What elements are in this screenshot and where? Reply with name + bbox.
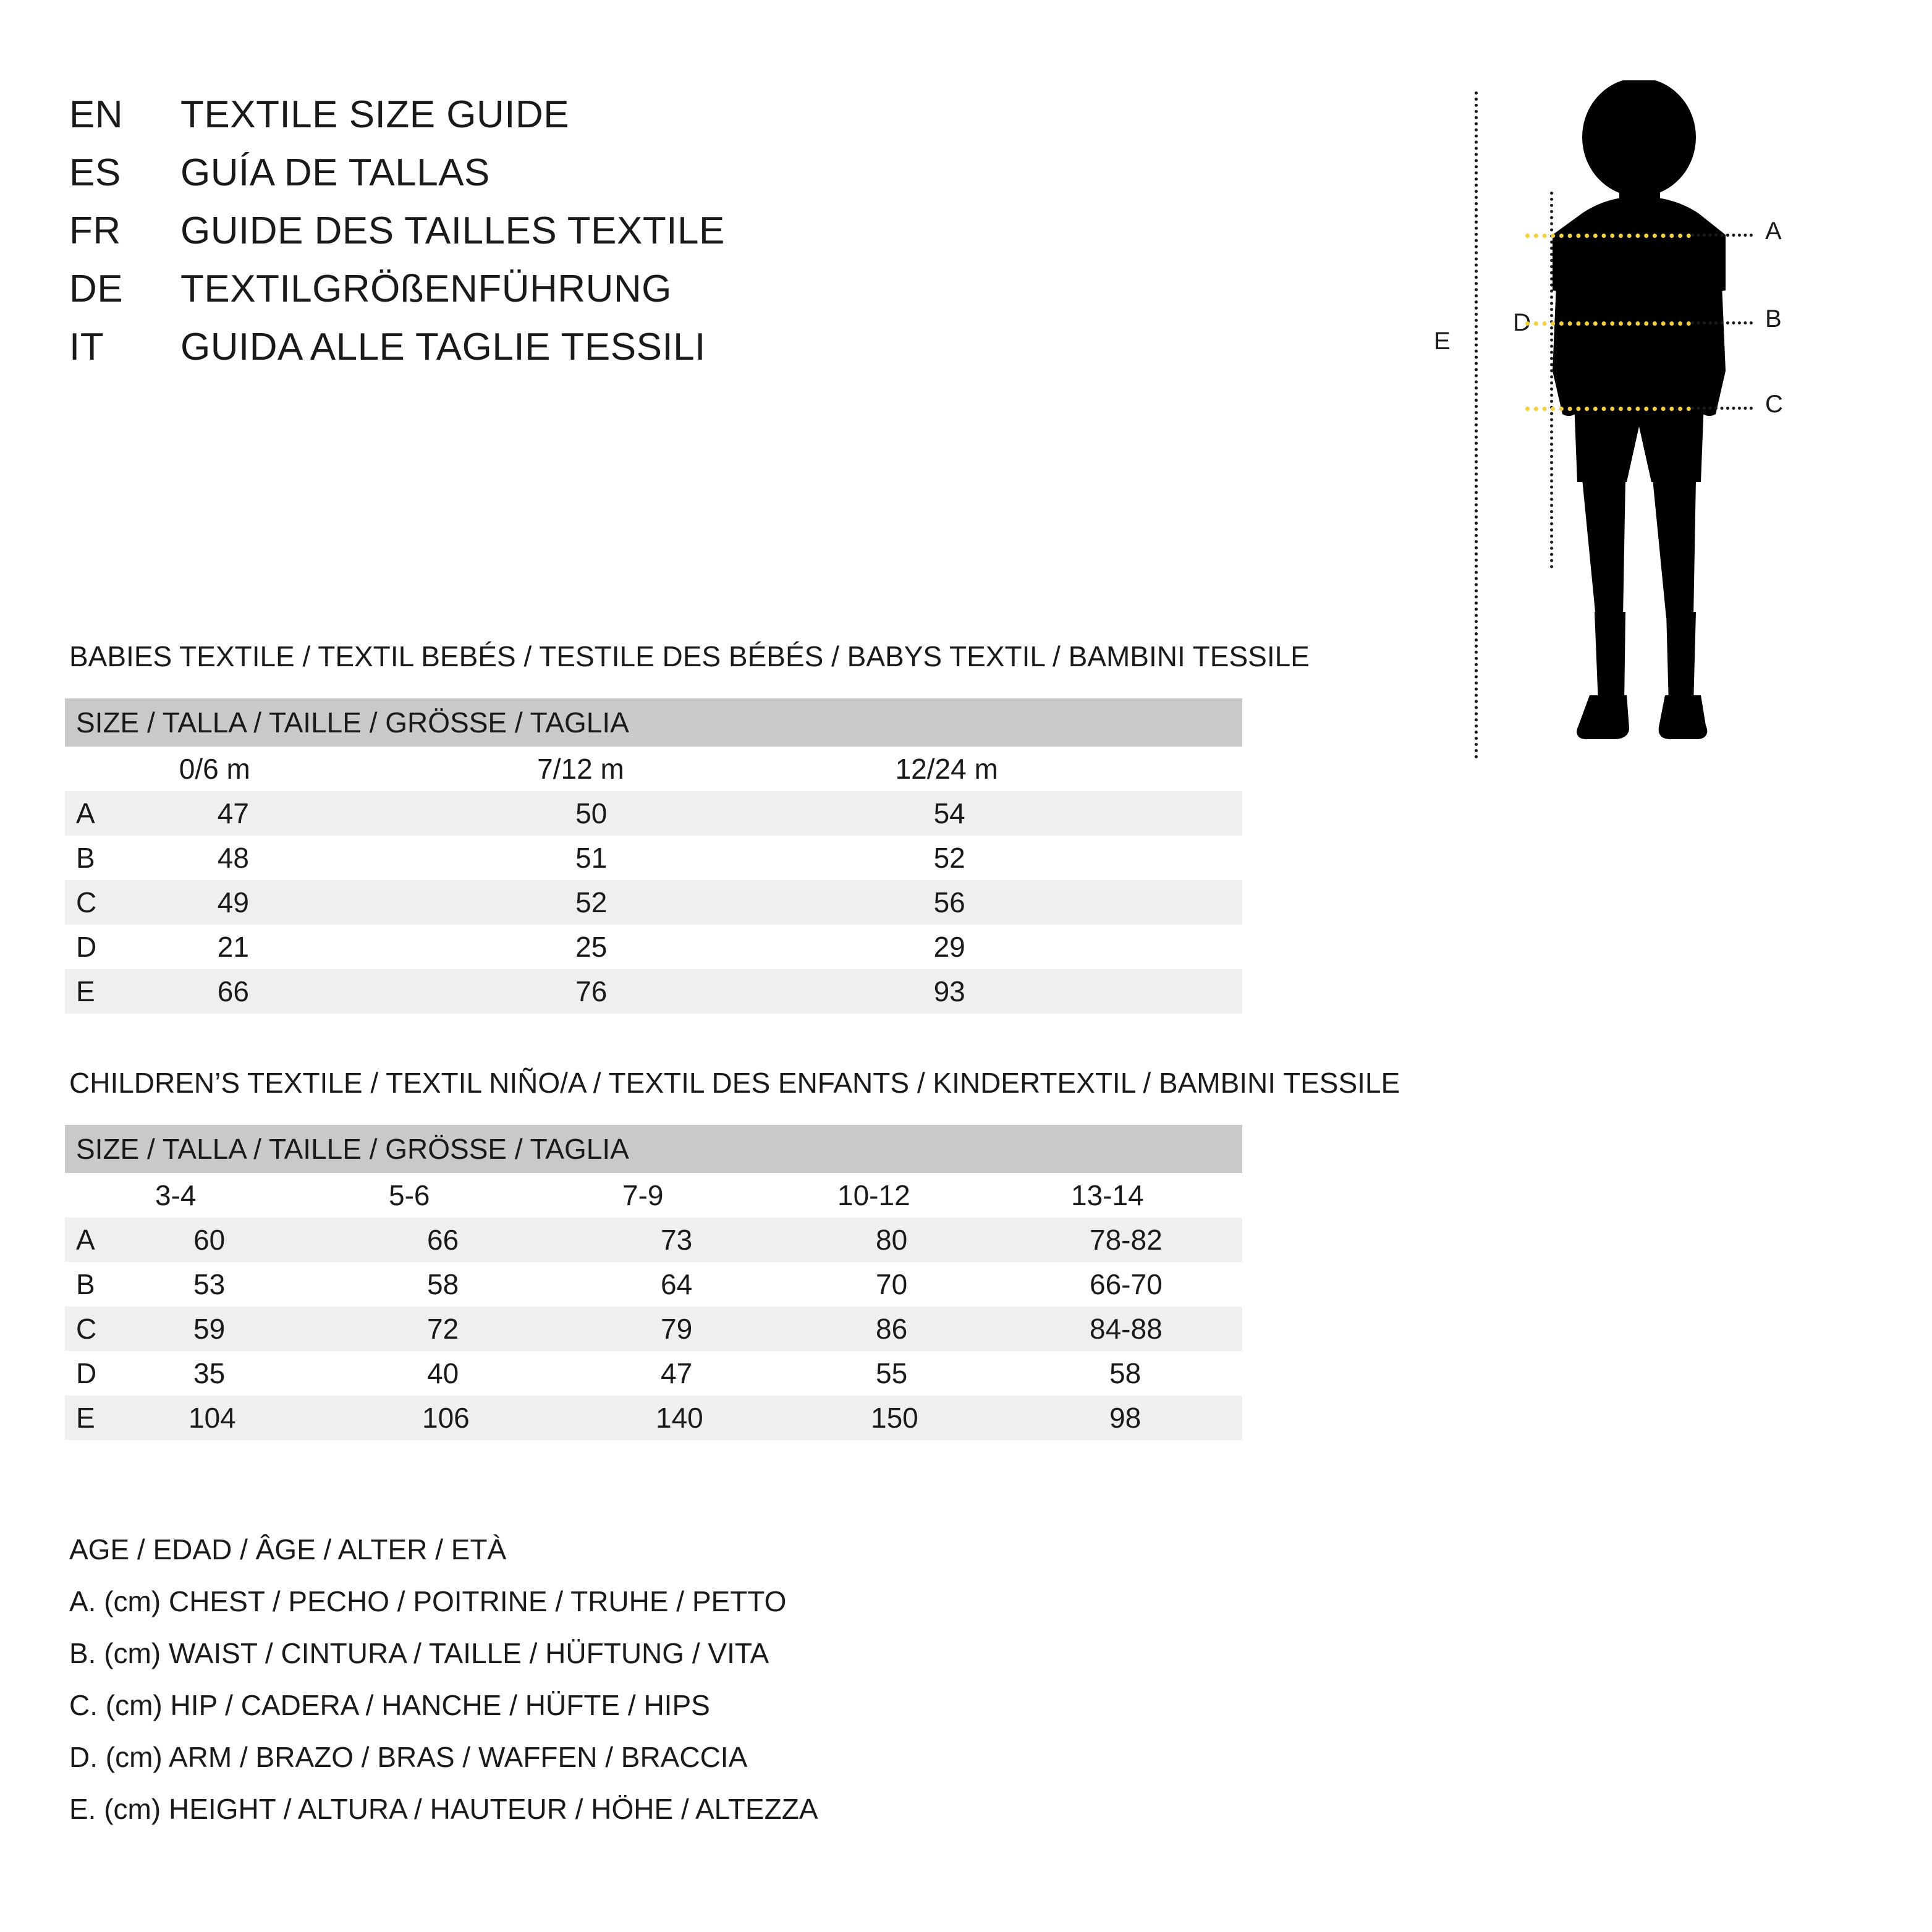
children-col-3: 10-12 <box>826 1173 1060 1218</box>
children-table-header-row <box>65 1125 1242 1173</box>
table-row <box>65 969 1242 1014</box>
children-row-e-v4: 98 <box>1060 1396 1242 1440</box>
legend-row-d: D. (cm) ARM / BRAZO / BRAS / WAFFEN / BRACCIA <box>69 1741 748 1773</box>
children-row-a-v2: 73 <box>611 1218 826 1262</box>
babies-row-b-label: B <box>65 836 168 880</box>
children-row-b-label: B <box>65 1262 144 1307</box>
children-row-b-v1: 58 <box>378 1262 611 1307</box>
table-row <box>65 791 1242 836</box>
children-row-a-label: A <box>65 1218 144 1262</box>
children-row-c-label: C <box>65 1307 144 1351</box>
legend-row-age: AGE / EDAD / ÂGE / ALTER / ETÀ <box>69 1533 507 1566</box>
table-row <box>65 880 1242 925</box>
babies-row-e-v1: 76 <box>526 969 884 1014</box>
babies-col-0: 0/6 m <box>168 747 526 791</box>
babies-col-2: 12/24 m <box>884 747 1242 791</box>
title-row-fr <box>69 209 1244 267</box>
children-row-c-v4: 84-88 <box>1060 1307 1242 1351</box>
children-row-e-v1: 106 <box>378 1396 611 1440</box>
children-col-corner <box>65 1173 144 1218</box>
table-row <box>65 1218 1242 1262</box>
legend-row-a: A. (cm) CHEST / PECHO / POITRINE / TRUHE / PETTO <box>69 1585 787 1617</box>
title-lang-en: EN <box>69 93 124 136</box>
children-row-e-v0: 104 <box>144 1396 378 1440</box>
title-row-de <box>69 267 1244 325</box>
title-lang-es: ES <box>69 151 121 194</box>
babies-row-a-label: A <box>65 791 168 836</box>
babies-row-d-v2: 29 <box>884 925 1242 969</box>
children-table-header: SIZE / TALLA / TAILLE / GRÖSSE / TAGLIA <box>65 1125 1242 1173</box>
children-row-a-v3: 80 <box>826 1218 1060 1262</box>
children-row-a-v4: 78-82 <box>1060 1218 1242 1262</box>
title-row-es <box>69 151 1244 209</box>
babies-section-caption: BABIES TEXTILE / TEXTIL BEBÉS / TESTILE DES BÉBÉS / BABYS TEXTIL / BAMBINI TESSILE <box>69 640 1310 672</box>
table-row <box>65 1307 1242 1351</box>
legend-row-c: C. (cm) HIP / CADERA / HANCHE / HÜFTE / HIPS <box>69 1689 710 1721</box>
babies-table <box>65 698 1242 1014</box>
babies-row-b-v0: 48 <box>168 836 526 880</box>
babies-column-row <box>65 747 1242 791</box>
children-section-caption: CHILDREN’S TEXTILE / TEXTIL NIÑO/A / TEXTIL DES ENFANTS / KINDERTEXTIL / BAMBINI TESSILE <box>69 1067 1400 1099</box>
children-row-b-v3: 70 <box>826 1262 1060 1307</box>
table-row <box>65 1396 1242 1440</box>
title-text-de: TEXTILGRÖßENFÜHRUNG <box>180 268 672 310</box>
babies-row-c-v1: 52 <box>526 880 884 925</box>
title-text-it: GUIDA ALLE TAGLIE TESSILI <box>180 326 706 368</box>
figure-label-e: E <box>1434 328 1451 355</box>
children-row-d-label: D <box>65 1351 144 1396</box>
children-row-c-v2: 79 <box>611 1307 826 1351</box>
figure-label-b: B <box>1765 305 1782 333</box>
table-row <box>65 1262 1242 1307</box>
babies-row-c-v2: 56 <box>884 880 1242 925</box>
measurement-figure <box>1397 80 1891 773</box>
title-lang-fr: FR <box>69 210 121 252</box>
babies-row-b-v2: 52 <box>884 836 1242 880</box>
title-text-en: TEXTILE SIZE GUIDE <box>180 93 570 136</box>
babies-row-a-v0: 47 <box>168 791 526 836</box>
children-col-1: 5-6 <box>378 1173 611 1218</box>
children-row-e-v2: 140 <box>611 1396 826 1440</box>
chest-measure-line <box>1525 234 1691 238</box>
table-row <box>65 836 1242 880</box>
babies-row-e-v2: 93 <box>884 969 1242 1014</box>
children-row-c-v1: 72 <box>378 1307 611 1351</box>
children-row-d-v2: 47 <box>611 1351 826 1396</box>
children-col-0: 3-4 <box>144 1173 378 1218</box>
chest-leader-line <box>1691 234 1753 237</box>
babies-col-corner <box>65 747 168 791</box>
children-row-a-v1: 66 <box>378 1218 611 1262</box>
title-lang-it: IT <box>69 326 104 368</box>
children-row-d-v0: 35 <box>144 1351 378 1396</box>
babies-row-e-label: E <box>65 969 168 1014</box>
height-guide-line-e <box>1475 91 1478 759</box>
babies-col-1: 7/12 m <box>526 747 884 791</box>
babies-table-header: SIZE / TALLA / TAILLE / GRÖSSE / TAGLIA <box>65 698 1242 747</box>
babies-row-d-v0: 21 <box>168 925 526 969</box>
child-silhouette-icon <box>1508 80 1768 742</box>
babies-row-c-v0: 49 <box>168 880 526 925</box>
babies-row-b-v1: 51 <box>526 836 884 880</box>
children-row-b-v4: 66-70 <box>1060 1262 1242 1307</box>
figure-label-a: A <box>1765 218 1782 245</box>
title-text-es: GUÍA DE TALLAS <box>180 151 490 194</box>
babies-row-e-v0: 66 <box>168 969 526 1014</box>
table-row <box>65 1351 1242 1396</box>
babies-row-a-v2: 54 <box>884 791 1242 836</box>
children-row-e-label: E <box>65 1396 144 1440</box>
children-row-b-v0: 53 <box>144 1262 378 1307</box>
babies-row-c-label: C <box>65 880 168 925</box>
children-col-2: 7-9 <box>611 1173 826 1218</box>
children-row-c-v0: 59 <box>144 1307 378 1351</box>
title-row-en <box>69 93 1244 151</box>
legend-row-e: E. (cm) HEIGHT / ALTURA / HAUTEUR / HÖHE / ALTEZZA <box>69 1793 818 1825</box>
children-row-d-v1: 40 <box>378 1351 611 1396</box>
children-row-b-v2: 64 <box>611 1262 826 1307</box>
children-column-row <box>65 1173 1242 1218</box>
hip-measure-line <box>1525 407 1691 411</box>
children-row-a-v0: 60 <box>144 1218 378 1262</box>
title-row-it <box>69 325 1244 383</box>
legend-block <box>69 1533 1305 1844</box>
babies-row-a-v1: 50 <box>526 791 884 836</box>
children-row-d-v4: 58 <box>1060 1351 1242 1396</box>
title-text-fr: GUIDE DES TAILLES TEXTILE <box>180 210 725 252</box>
children-table <box>65 1125 1242 1440</box>
babies-row-d-v1: 25 <box>526 925 884 969</box>
title-block <box>69 93 1244 383</box>
legend-row-b: B. (cm) WAIST / CINTURA / TAILLE / HÜFTUNG / VITA <box>69 1637 769 1669</box>
children-row-d-v3: 55 <box>826 1351 1060 1396</box>
waist-measure-line <box>1525 321 1691 326</box>
babies-table-header-row <box>65 698 1242 747</box>
waist-leader-line <box>1691 321 1753 324</box>
children-row-e-v3: 150 <box>826 1396 1060 1440</box>
babies-row-d-label: D <box>65 925 168 969</box>
hip-leader-line <box>1691 407 1753 410</box>
children-col-4: 13-14 <box>1060 1173 1242 1218</box>
title-lang-de: DE <box>69 268 124 310</box>
figure-label-d: D <box>1513 309 1531 336</box>
figure-label-c: C <box>1765 391 1783 418</box>
children-row-c-v3: 86 <box>826 1307 1060 1351</box>
table-row <box>65 925 1242 969</box>
